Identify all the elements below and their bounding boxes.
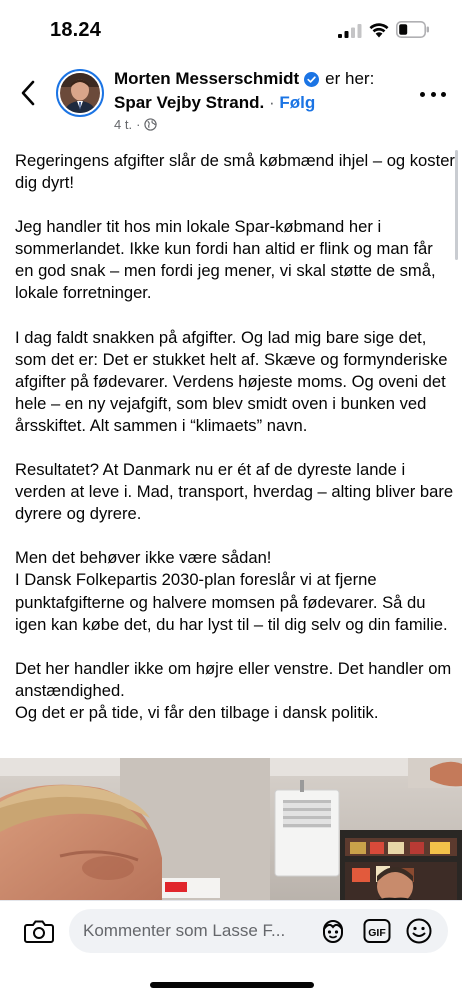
verified-badge-icon [304, 72, 319, 87]
separator-dot: · [268, 93, 275, 112]
status-time: 18.24 [50, 19, 102, 41]
comment-placeholder: Kommenter som Lasse F... [83, 921, 286, 940]
post-paragraph: I dag faldt snakken på afgifter. Og lad mig bare sige det, som det er: Det er stukket helt af. Skæve og formynderiske afgifter på fødevarer. Verdens højeste moms. Og oveni det hele – en ny vejafgift, som blev smidt oven i bunken ved årsskiftet. Alt sammen i “klimaets” navn. [15, 327, 448, 435]
gif-icon[interactable] [363, 918, 391, 944]
battery-icon [396, 21, 430, 38]
scrollbar[interactable] [455, 150, 458, 260]
post-photo[interactable] [0, 758, 462, 904]
post-text [15, 150, 455, 724]
avatar-sticker-icon[interactable] [319, 918, 347, 944]
store-selfie-image [0, 758, 462, 904]
post-meta [114, 117, 157, 132]
post-header [0, 60, 462, 140]
post-paragraph: Men det behøver ikke være sådan! [15, 548, 272, 568]
emoji-icon[interactable] [405, 917, 433, 945]
chevron-left-icon [20, 80, 36, 106]
cellular-signal-icon [338, 24, 362, 38]
post-paragraph: I Dansk Folkepartis 2030-plan foreslår vi at fjerne punktafgifterne og halvere momsen på fødevarer. Så du igen kan købe det, du har lyst til – til dig selv og din familie. [15, 570, 448, 634]
globe-icon [144, 118, 157, 131]
author-avatar[interactable] [56, 69, 104, 117]
post-paragraph: Og det er på tide, vi får den tilbage i dansk politik. [15, 702, 379, 722]
wifi-icon [368, 20, 390, 38]
location-link[interactable]: Spar Vejby Strand. [114, 93, 265, 112]
more-dots-icon [420, 92, 425, 97]
author-photo [60, 73, 100, 113]
meta-separator: · [136, 117, 141, 132]
author-name[interactable]: Morten Messerschmidt [114, 69, 300, 88]
post-paragraph: Regeringens afgifter slår de små købmænd ihjel – og koster dig dyrt! [15, 151, 455, 193]
post-paragraph: Jeg handler tit hos min lokale Spar-købmand her i sommerlandet. Ikke kun fordi han altid er flink og man får en god snak – men fordi jeg mener, vi skal støtte de små, lokale forretninger. [15, 217, 436, 303]
post-paragraph: Det her handler ikke om højre eller venstre. Det handler om anstændighed. [15, 658, 452, 700]
comment-input[interactable] [69, 909, 448, 953]
post-time[interactable]: 4 t. [114, 117, 133, 132]
author-line [114, 69, 374, 89]
post-paragraph: Resultatet? At Danmark nu er ét af de dyreste lande i verden at leve i. Mad, transport, hverdag – alting bliver bare dyrere og dyrere. [15, 460, 454, 524]
is-at-text: er her: [325, 69, 375, 88]
follow-button[interactable]: Følg [279, 93, 316, 112]
location-line [114, 93, 315, 113]
status-bar [0, 0, 462, 58]
camera-icon[interactable] [24, 918, 54, 944]
more-options-button[interactable] [420, 84, 446, 104]
gif-label: GIF [368, 927, 386, 939]
back-button[interactable] [14, 76, 42, 110]
home-indicator[interactable] [150, 982, 314, 988]
